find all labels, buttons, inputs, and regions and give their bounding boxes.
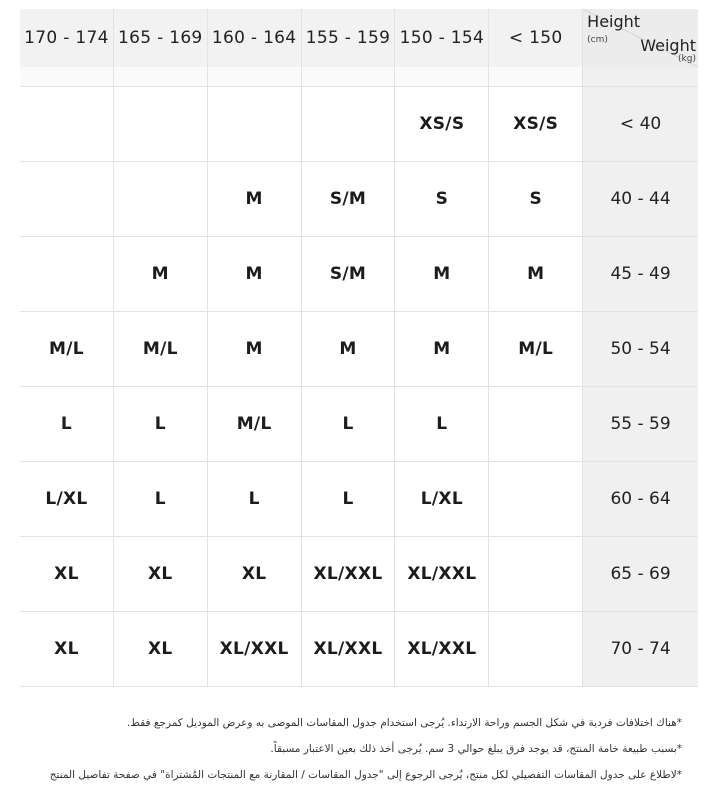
weight-row-header: 55 - 59	[583, 387, 698, 461]
weight-row-header: 50 - 54	[583, 312, 698, 386]
size-cell: M	[302, 312, 396, 386]
corner-header-cell	[583, 9, 698, 67]
size-cell: M	[208, 162, 302, 236]
size-cell: L	[208, 462, 302, 536]
table-header-row	[20, 9, 698, 67]
size-cell: M/L	[20, 312, 114, 386]
size-cell: XL	[208, 537, 302, 611]
size-cell: XL/XXL	[395, 612, 489, 686]
size-cell: S/M	[302, 237, 396, 311]
size-cell	[20, 162, 114, 236]
weight-row-header: 65 - 69	[583, 537, 698, 611]
size-cell	[489, 387, 583, 461]
size-cell: M/L	[489, 312, 583, 386]
spacer-cell	[20, 67, 114, 86]
size-chart-table	[20, 9, 698, 687]
table-row	[20, 237, 698, 312]
weight-row-header: 45 - 49	[583, 237, 698, 311]
size-cell: M	[489, 237, 583, 311]
height-axis-label: Height	[587, 12, 641, 31]
spacer-cell	[489, 67, 583, 86]
height-column-header: 150 - 154	[395, 9, 489, 67]
size-cell: XL/XXL	[302, 537, 396, 611]
size-chart-notes	[20, 710, 682, 788]
size-cell: XL	[114, 612, 208, 686]
height-column-header: 165 - 169	[114, 9, 208, 67]
size-cell: M	[395, 312, 489, 386]
table-row	[20, 612, 698, 687]
size-cell: L	[20, 387, 114, 461]
size-cell	[489, 537, 583, 611]
height-column-header: 160 - 164	[208, 9, 302, 67]
size-cell	[20, 237, 114, 311]
table-row	[20, 312, 698, 387]
size-cell: L/XL	[395, 462, 489, 536]
spacer-cell	[114, 67, 208, 86]
size-cell: L	[114, 462, 208, 536]
size-cell: M/L	[114, 312, 208, 386]
weight-unit-label: (kg)	[678, 54, 696, 64]
size-cell: L	[395, 387, 489, 461]
spacer-cell	[583, 67, 698, 86]
header-spacer-row	[20, 67, 698, 87]
size-cell: XL/XXL	[395, 537, 489, 611]
spacer-cell	[208, 67, 302, 86]
weight-row-header: 60 - 64	[583, 462, 698, 536]
height-column-header: < 150	[489, 9, 583, 67]
size-cell	[114, 162, 208, 236]
size-cell: L	[114, 387, 208, 461]
size-cell: XL/XXL	[208, 612, 302, 686]
table-row	[20, 462, 698, 537]
size-cell: M	[114, 237, 208, 311]
height-column-header: 155 - 159	[302, 9, 396, 67]
weight-row-header: 70 - 74	[583, 612, 698, 686]
table-row	[20, 87, 698, 162]
note-body-differences: *هناك اختلافات فردية في شكل الجسم وراحة الارتداء. يُرجى استخدام جدول المقاسات الموصى به وعرض الموديل كمرجع فقط.	[126, 717, 682, 729]
size-cell: S/M	[302, 162, 396, 236]
size-cell: L	[302, 462, 396, 536]
size-cell	[489, 612, 583, 686]
size-cell	[489, 462, 583, 536]
size-cell	[20, 87, 114, 161]
size-cell	[114, 87, 208, 161]
size-cell	[208, 87, 302, 161]
size-cell: S	[489, 162, 583, 236]
size-cell: XS/S	[489, 87, 583, 161]
size-cell: XL	[114, 537, 208, 611]
note-material-variance: *بسبب طبيعة خامة المنتج، قد يوجد فرق يبلغ حوالي 3 سم. يُرجى أخذ ذلك بعين الاعتبار مسبقاً.	[270, 743, 682, 755]
size-cell: L	[302, 387, 396, 461]
note-detailed-size-chart: *لاطلاع على جدول المقاسات التفصيلي لكل منتج، يُرجى الرجوع إلى "جدول المقاسات / المقارنة مع المنتجات المُشتراة" في صفحة تفاصيل المنتج	[49, 769, 682, 781]
size-cell: XL/XXL	[302, 612, 396, 686]
size-cell: M/L	[208, 387, 302, 461]
weight-row-header: < 40	[583, 87, 698, 161]
height-unit-label: (cm)	[587, 35, 608, 45]
table-row	[20, 162, 698, 237]
weight-row-header: 40 - 44	[583, 162, 698, 236]
size-cell: S	[395, 162, 489, 236]
table-row	[20, 387, 698, 462]
height-column-header: 170 - 174	[20, 9, 114, 67]
weight-axis-label: Weight	[640, 36, 696, 55]
spacer-cell	[302, 67, 396, 86]
size-cell	[302, 87, 396, 161]
size-cell: M	[395, 237, 489, 311]
size-cell: XL	[20, 537, 114, 611]
size-cell: XL	[20, 612, 114, 686]
size-cell: M	[208, 237, 302, 311]
spacer-cell	[395, 67, 489, 86]
table-row	[20, 537, 698, 612]
size-cell: XS/S	[395, 87, 489, 161]
size-cell: M	[208, 312, 302, 386]
size-cell: L/XL	[20, 462, 114, 536]
